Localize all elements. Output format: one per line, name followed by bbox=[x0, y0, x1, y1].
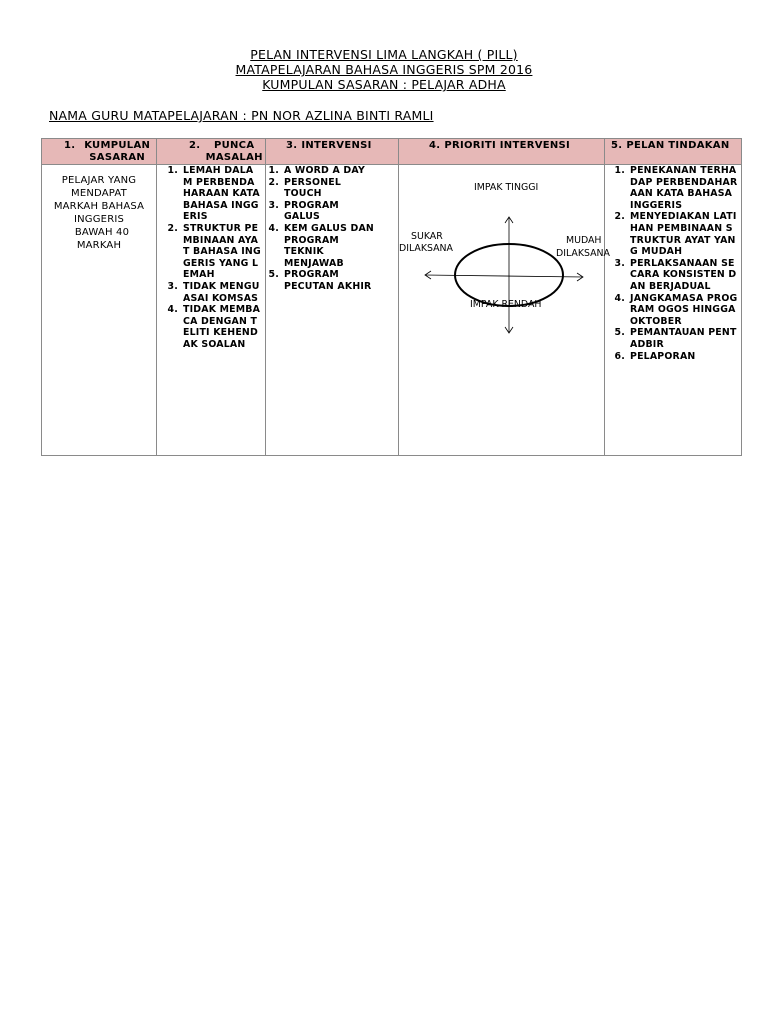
target-group-line: MARKAH bbox=[76, 240, 122, 251]
priority-matrix-svg bbox=[399, 165, 604, 455]
interventions-cell bbox=[266, 165, 399, 456]
header-problem-cause bbox=[157, 139, 266, 165]
teacher-name: NAMA GURU MATAPELAJARAN : PN NOR AZLINA BINTI RAMLI bbox=[49, 108, 434, 123]
list-item: 2. PERSONEL TOUCH bbox=[266, 177, 376, 200]
interventions-list bbox=[266, 165, 376, 293]
action-text: PENEKANAN TERHADAP PERBENDAHARAAN KATA BAHASA INGGERIS bbox=[630, 165, 738, 211]
list-item: 6. PELAPORAN bbox=[607, 351, 739, 363]
label-hard-line-2: DILAKSANA bbox=[399, 243, 453, 254]
horizontal-axis bbox=[425, 275, 583, 277]
target-group-line: MENDAPAT bbox=[71, 188, 127, 199]
list-item: 4. KEM GALUS DAN PROGRAM TEKNIK MENJAWAB bbox=[266, 223, 376, 269]
target-group-line: BAWAH 40 bbox=[74, 227, 130, 238]
intervention-text: A WORD A DAY bbox=[284, 165, 365, 176]
header-intervention-priority bbox=[399, 139, 605, 165]
priority-cell bbox=[399, 165, 610, 456]
list-item: 4. JANGKAMASA PROGRAM OGOS HINGGA OKTOBER bbox=[614, 292, 738, 327]
label-easy-line-1: MUDAH bbox=[566, 235, 602, 246]
title-line-3: KUMPULAN SASARAN : PELAJAR ADHA bbox=[262, 77, 506, 92]
intervention-plan-table bbox=[41, 138, 742, 456]
label-easy-line-2: DILAKSANA bbox=[556, 248, 610, 259]
target-group-line: INGGERIS bbox=[73, 214, 125, 225]
list-item: 1. LEMAH DALAM PERBENDAHARAAN KATA BAHASA INGGERIS bbox=[167, 165, 260, 223]
header-number: 5. bbox=[611, 140, 623, 151]
cause-text: TIDAK MEMBACA DENGAN TELITI KEHENDAK SOALAN bbox=[183, 304, 261, 350]
title-line-2: MATAPELAJARAN BAHASA INGGERIS SPM 2016 bbox=[235, 62, 533, 77]
action-text: PELAPORAN bbox=[630, 350, 696, 362]
header-label: INTERVENSI bbox=[301, 140, 372, 151]
intervention-text: PROGRAM PECUTAN AKHIR bbox=[284, 269, 372, 292]
list-item: 1. A WORD A DAY bbox=[266, 165, 376, 177]
table-body-row bbox=[42, 165, 742, 456]
cause-text: TIDAK MENGUASAI KOMSAS bbox=[183, 280, 260, 304]
cause-text: STRUKTUR PEMBINAAN AYAT BAHASA INGGERIS YANG LEMAH bbox=[183, 222, 261, 281]
header-number: 4. bbox=[429, 140, 441, 151]
header-number: 3. bbox=[286, 140, 298, 151]
list-item: 5. PEMANTAUAN PENTADBIR bbox=[607, 327, 739, 350]
list-item: 2. STRUKTUR PEMBINAAN AYAT BAHASA INGGERIS YANG LEMAH bbox=[167, 222, 261, 281]
header-intervention bbox=[266, 139, 399, 165]
document-titles bbox=[0, 47, 768, 92]
list-item: 3. TIDAK MENGUASAI KOMSAS bbox=[167, 280, 260, 304]
priority-matrix-diagram bbox=[399, 165, 610, 455]
header-label: PRIORITI INTERVENSI bbox=[444, 140, 571, 151]
list-item: 4. TIDAK MEMBACA DENGAN TELITI KEHENDAK SOALAN bbox=[167, 304, 261, 350]
list-item: 5. PROGRAM PECUTAN AKHIR bbox=[266, 269, 376, 292]
target-group-cell bbox=[42, 165, 157, 456]
label-high-impact: IMPAK TINGGI bbox=[474, 182, 539, 193]
header-label: KUMPULAN SASARAN bbox=[84, 140, 151, 163]
causes-cell bbox=[157, 165, 266, 456]
list-item: 3. PERLAKSANAAN SECARA KONSISTEN DAN BERJADUAL bbox=[607, 258, 739, 293]
cause-text: LEMAH DALAM PERBENDAHARAAN KATA BAHASA INGGERIS bbox=[183, 165, 260, 223]
header-number: 2. bbox=[189, 140, 201, 151]
action-plan-cell bbox=[605, 165, 742, 456]
label-hard-line-1: SUKAR bbox=[411, 231, 443, 242]
header-action-plan bbox=[605, 139, 742, 165]
list-item: 1. PENEKANAN TERHADAP PERBENDAHARAAN KATA BAHASA INGGERIS bbox=[614, 165, 738, 211]
header-number: 1. bbox=[64, 140, 76, 151]
action-text: PEMANTAUAN PENTADBIR bbox=[630, 327, 737, 350]
intervention-text: PERSONEL TOUCH bbox=[284, 176, 342, 200]
action-plan-list bbox=[607, 165, 739, 362]
title-line-1: PELAN INTERVENSI LIMA LANGKAH ( PILL) bbox=[250, 47, 518, 62]
intervention-text: KEM GALUS DAN PROGRAM TEKNIK MENJAWAB bbox=[284, 222, 374, 269]
header-target-group bbox=[42, 139, 157, 165]
action-text: PERLAKSANAAN SECARA KONSISTEN DAN BERJADUAL bbox=[630, 257, 737, 292]
causes-list bbox=[165, 165, 261, 351]
label-low-impact: IMPAK RENDAH bbox=[470, 299, 542, 310]
header-label: PELAN TINDAKAN bbox=[626, 140, 730, 151]
table-header-row bbox=[42, 139, 742, 165]
action-text: JANGKAMASA PROGRAM OGOS HINGGA OKTOBER bbox=[630, 292, 738, 327]
intervention-text: PROGRAM GALUS bbox=[284, 199, 339, 223]
list-item: 3. PROGRAM GALUS bbox=[266, 200, 376, 223]
header-label: PUNCA MASALAH bbox=[205, 140, 263, 163]
list-item: 2. MENYEDIAKAN LATIHAN PEMBINAAN STRUKTUR AYAT YANG MUDAH bbox=[607, 211, 739, 257]
target-group-line: PELAJAR YANG bbox=[61, 175, 137, 186]
action-text: MENYEDIAKAN LATIHAN PEMBINAAN STRUKTUR AYAT YANG MUDAH bbox=[630, 211, 737, 258]
target-group-line: MARKAH BAHASA bbox=[53, 201, 145, 212]
